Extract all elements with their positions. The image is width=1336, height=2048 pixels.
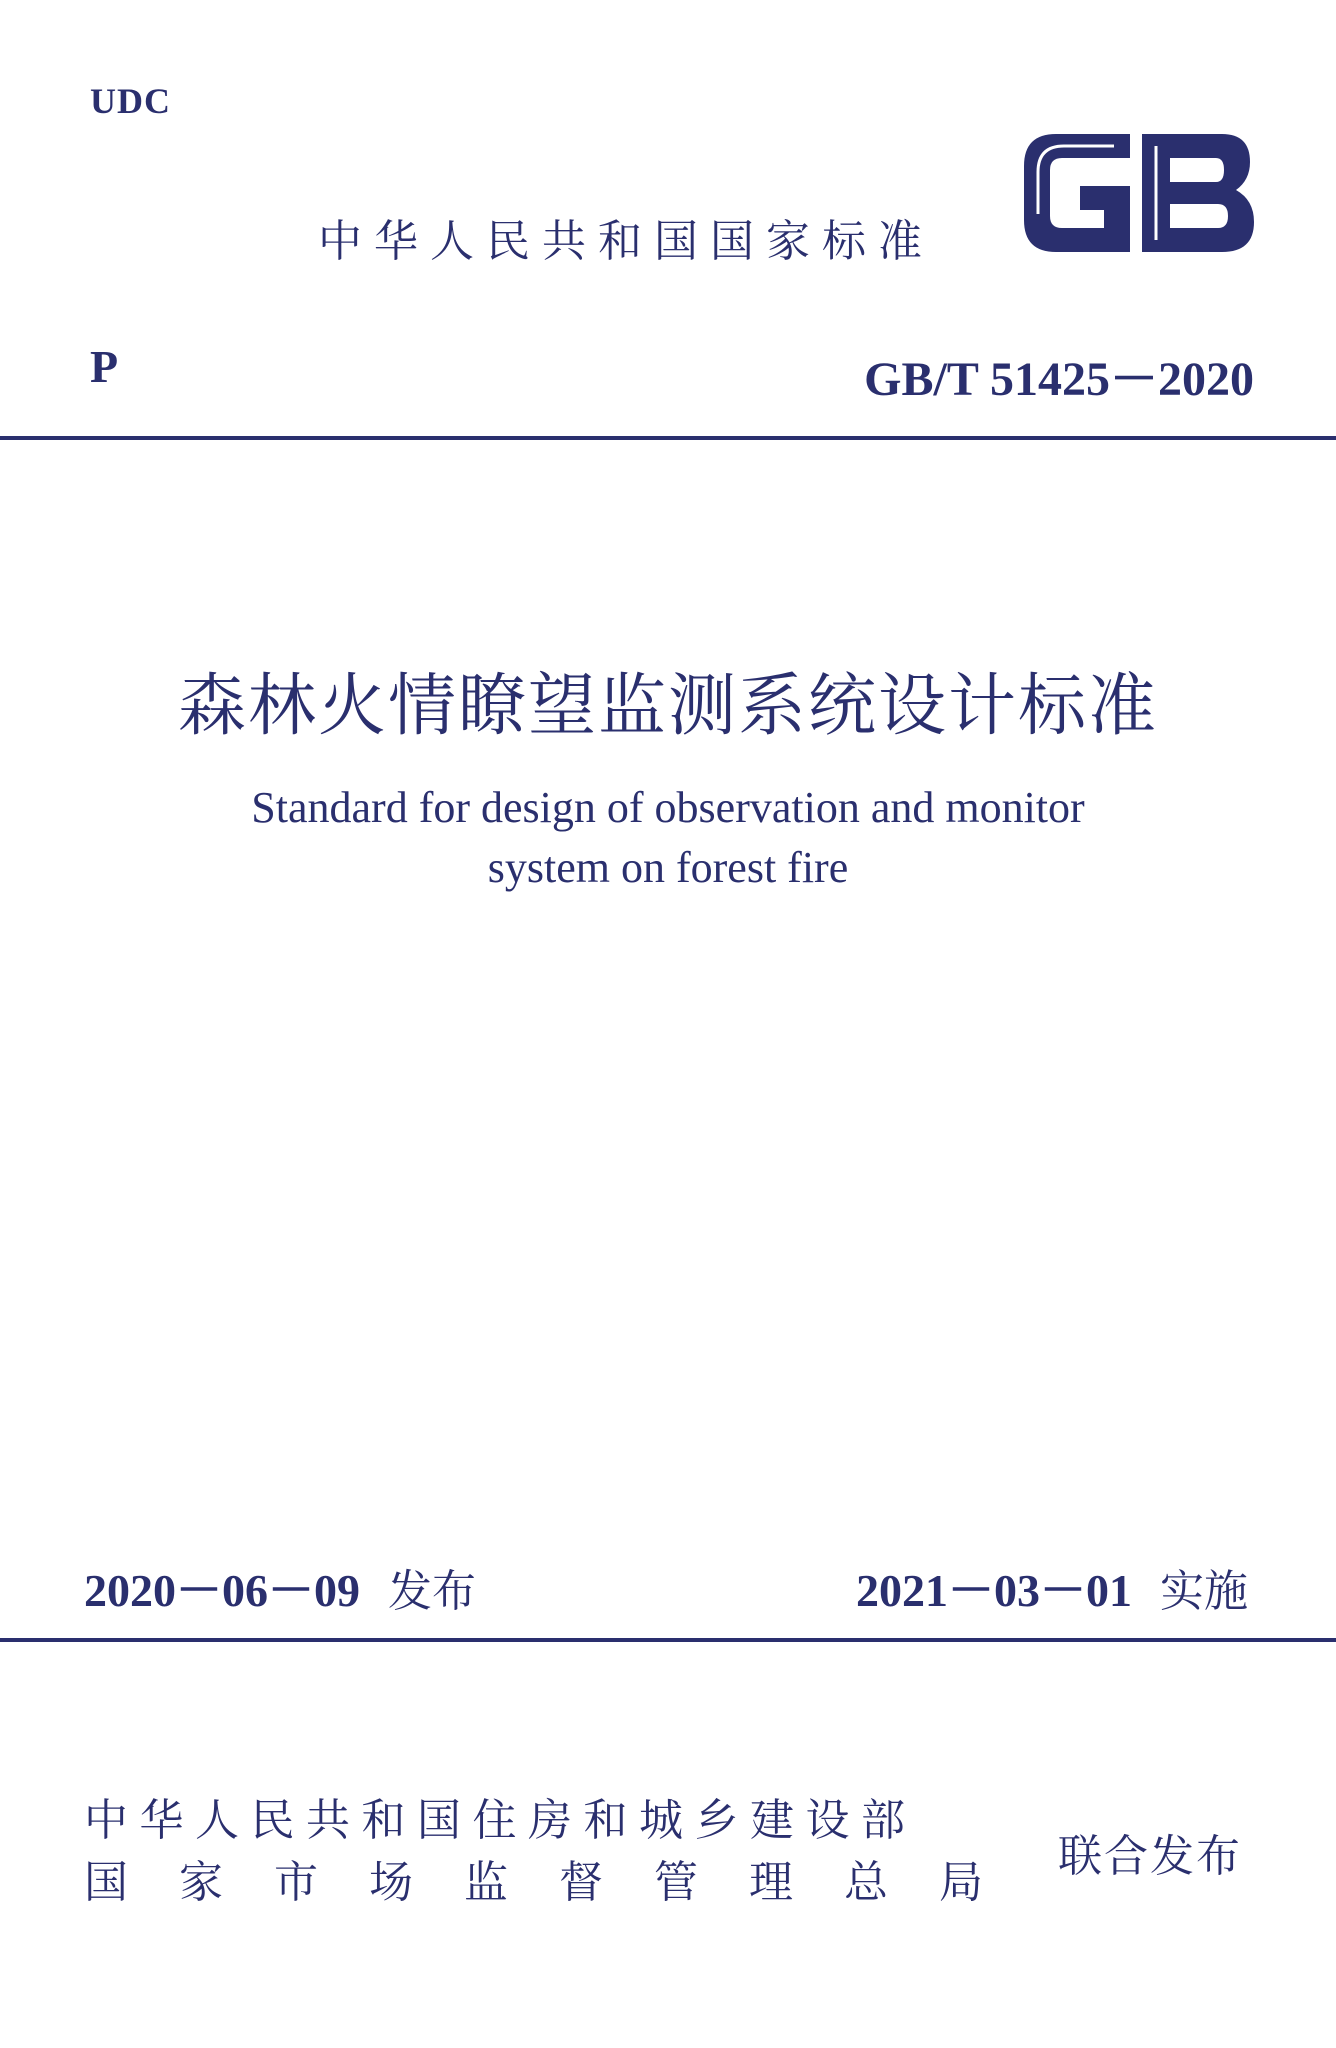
national-standard-heading: 中华人民共和国国家标准 [318, 216, 934, 267]
top-divider [0, 436, 1336, 440]
joint-publication-label: 联合发布 [1058, 1831, 1242, 1882]
udc-label: UDC [90, 81, 171, 121]
issue-date-block [84, 1554, 476, 1620]
title-chinese: 森林火情瞭望监测系统设计标准 [177, 667, 1158, 746]
issue-label: 发布 [388, 1566, 476, 1617]
authority-administration: 国家市场监督管理总局 [84, 1857, 1034, 1908]
bottom-divider [0, 1638, 1336, 1642]
authority-ministry: 中华人民共和国住房和城乡建设部 [84, 1795, 917, 1846]
effective-date-block [856, 1554, 1248, 1620]
title-english-line-2: system on forest fire [487, 843, 849, 892]
publishing-authorities [84, 1790, 1034, 1914]
standard-number: GB/T 51425－2020 [864, 353, 1254, 406]
standard-category: P [90, 341, 119, 392]
effective-label: 实施 [1160, 1566, 1248, 1617]
gb-logo-icon [1018, 128, 1258, 258]
title-english-line-1: Standard for design of observation and monitor [251, 783, 1085, 832]
effective-date: 2021－03－01 [856, 1565, 1132, 1616]
issue-date: 2020－06－09 [84, 1565, 360, 1616]
title-english [0, 778, 1336, 898]
